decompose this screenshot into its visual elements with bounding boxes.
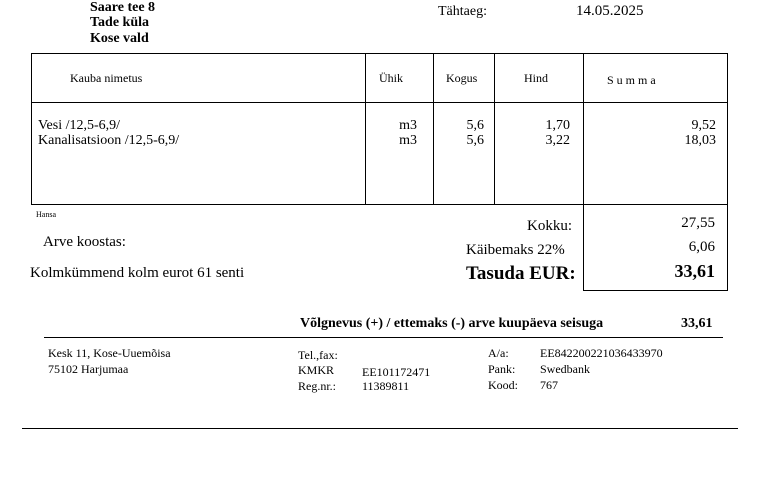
- header-item-name: Kauba nimetus: [70, 71, 143, 85]
- footer-divider: [44, 337, 723, 338]
- header-quantity: Kogus: [446, 71, 478, 85]
- row-1-price: 1,70: [545, 118, 570, 133]
- row-1-unit: m3: [399, 118, 417, 133]
- header-sum: Summa: [607, 73, 659, 87]
- issuer-label: Arve koostas:: [43, 234, 126, 250]
- row-2-unit: m3: [399, 133, 417, 148]
- balance-label: Võlgnevus (+) / ettemaks (-) arve kuupäeva seisuga: [300, 316, 604, 331]
- kmkr-value: EE101172471: [362, 365, 431, 379]
- row-1-name: Vesi /12,5-6,9/: [38, 118, 121, 133]
- recipient-parish: Kose vald: [90, 31, 149, 46]
- row-2-quantity: 5,6: [466, 133, 484, 148]
- due-date-value: 14.05.2025: [576, 3, 644, 19]
- totals-box: [583, 205, 728, 291]
- bank-value: Swedbank: [540, 362, 590, 376]
- balance-value: 33,61: [681, 316, 713, 331]
- header-price: Hind: [524, 71, 548, 85]
- row-1-sum: 9,52: [691, 118, 716, 133]
- table-header-divider: [32, 102, 727, 103]
- kmkr-label: KMKR: [298, 363, 335, 377]
- company-address-street: Kesk 11, Kose-Uuemõisa: [48, 346, 171, 360]
- bottom-rule: [22, 428, 738, 429]
- row-1-quantity: 5,6: [466, 118, 484, 133]
- items-table: [31, 53, 728, 205]
- row-2-price: 3,22: [545, 133, 570, 148]
- due-date-label: Tähtaeg:: [438, 4, 487, 19]
- tel-fax-label: Tel.,fax:: [298, 348, 338, 362]
- amount-in-words: Kolmkümmend kolm eurot 61 senti: [30, 265, 245, 281]
- bank-label: Pank:: [488, 362, 516, 376]
- vat-value: 6,06: [688, 239, 715, 255]
- recipient-village: Tade küla: [90, 15, 150, 30]
- row-2-sum: 18,03: [684, 133, 716, 148]
- header-unit: Ühik: [379, 71, 403, 85]
- bank-code-label: Kood:: [488, 378, 518, 392]
- account-label: A/a:: [488, 346, 509, 360]
- software-note: Hansa: [36, 210, 56, 219]
- account-value: EE842200221036433970: [540, 346, 663, 360]
- vat-label: Käibemaks 22%: [466, 242, 565, 258]
- reg-number-value: 11389811: [362, 379, 410, 393]
- payable-value: 33,61: [674, 261, 715, 281]
- company-address-city: 75102 Harjumaa: [48, 362, 129, 376]
- subtotal-value: 27,55: [681, 215, 715, 231]
- subtotal-label: Kokku:: [527, 218, 572, 234]
- row-2-name: Kanalisatsioon /12,5-6,9/: [38, 133, 180, 148]
- bank-code-value: 767: [540, 378, 558, 392]
- reg-number-label: Reg.nr.:: [298, 379, 336, 393]
- payable-label: Tasuda EUR:: [466, 263, 576, 284]
- recipient-street: Saare tee 8: [90, 0, 156, 15]
